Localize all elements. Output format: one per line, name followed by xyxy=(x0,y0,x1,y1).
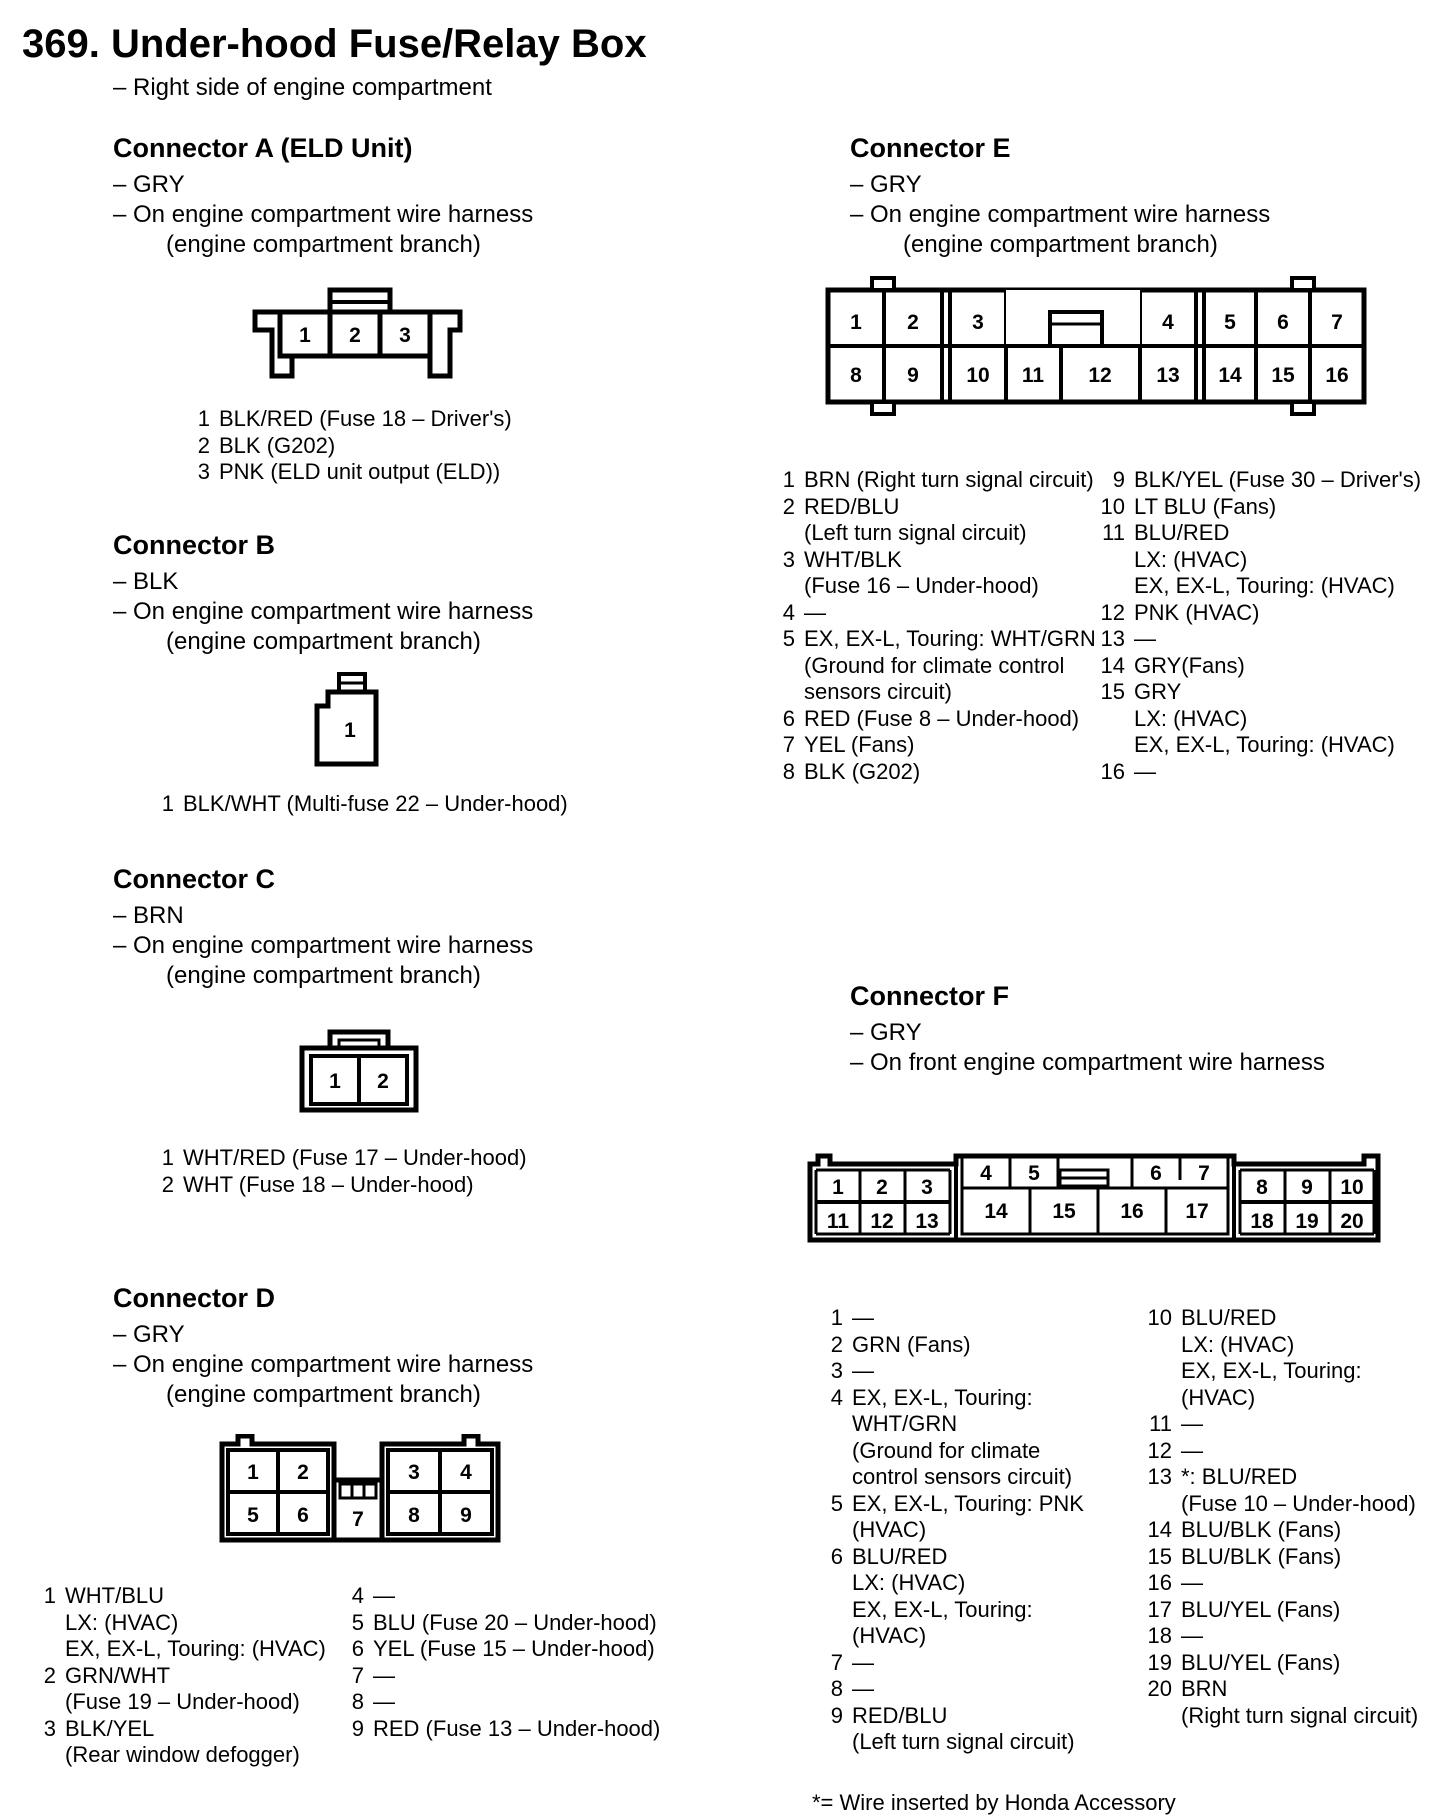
pin-desc: WHT (Fuse 18 – Under-hood) xyxy=(183,1171,474,1197)
pin-row xyxy=(1138,1544,1418,1571)
connector-f-pin-label: 4 xyxy=(980,1162,992,1185)
connector-f-pin-label: 20 xyxy=(1340,1210,1364,1233)
pin-desc: BRN xyxy=(1181,1676,1228,1701)
pin-desc: BLK/YEL (Fuse 30 – Driver's) xyxy=(1134,467,1422,492)
pin-number: 2 xyxy=(161,1171,174,1197)
pin-number: 3 xyxy=(830,1358,843,1383)
pin-desc: — xyxy=(1181,1437,1203,1463)
pin-number: 6 xyxy=(782,705,795,731)
connector-e-pin-label: 15 xyxy=(1271,364,1295,387)
pin-desc: BLK/RED (Fuse 18 – Driver's) xyxy=(219,406,512,431)
pin-row xyxy=(338,1716,660,1743)
connector-c-pin-label: 2 xyxy=(377,1070,389,1093)
pin-number: 1 xyxy=(43,1583,56,1608)
pin-desc: BLU/BLK (Fans) xyxy=(1181,1517,1342,1542)
pin-desc: YEL (Fuse 15 – Under-hood) xyxy=(373,1636,655,1661)
connector-a-meta xyxy=(113,170,533,260)
pin-row xyxy=(769,706,1096,733)
pin-row xyxy=(1138,1676,1418,1729)
connector-c-diagram xyxy=(297,1026,421,1116)
pin-desc: BLU (Fuse 20 – Under-hood) xyxy=(373,1609,657,1635)
pin-desc: RED/BLU xyxy=(852,1702,948,1728)
pin-desc: BLK (G202) xyxy=(804,758,921,784)
connector-f-pin-label: 16 xyxy=(1120,1200,1144,1223)
connector-e-pin-label: 8 xyxy=(850,364,862,387)
connector-a-location: – On engine compartment wire harness xyxy=(113,201,534,228)
pin-desc: — xyxy=(852,1358,874,1383)
pin-row xyxy=(1091,679,1421,759)
connector-f-pin-label: 8 xyxy=(1256,1176,1268,1199)
pin-row xyxy=(184,459,512,486)
connector-f-pin-label: 9 xyxy=(1301,1176,1313,1199)
pin-row xyxy=(338,1689,660,1716)
connector-c-pin-list xyxy=(148,1145,527,1198)
connector-e-latch xyxy=(872,402,894,414)
pin-desc: EX, EX-L, Touring: xyxy=(852,1384,1033,1410)
pin-number: 7 xyxy=(830,1649,843,1675)
page-subtitle: – Right side of engine compartment xyxy=(113,74,492,101)
pin-number: 14 xyxy=(1100,652,1125,678)
connector-e-pin-label: 5 xyxy=(1224,311,1236,334)
connector-e-latch xyxy=(872,278,894,290)
connector-e-pin-label: 9 xyxy=(907,364,919,387)
pin-row xyxy=(817,1305,1084,1332)
connector-f-pin-label: 10 xyxy=(1340,1176,1364,1199)
connector-d-pin-label: 8 xyxy=(408,1504,420,1527)
pin-desc: GRN (Fans) xyxy=(852,1331,971,1357)
pin-desc: GRN/WHT xyxy=(65,1662,171,1688)
connector-e-pin-label: 7 xyxy=(1331,311,1343,334)
pin-desc: EX, EX-L, Touring: (HVAC) xyxy=(1134,573,1395,598)
pin-number: 13 xyxy=(1147,1464,1172,1489)
pin-row xyxy=(338,1583,660,1610)
connector-f-pin-label: 19 xyxy=(1295,1210,1319,1233)
pin-desc: EX, EX-L, Touring: (HVAC) xyxy=(1134,732,1395,757)
connector-b-branch: (engine compartment branch) xyxy=(166,628,481,655)
pin-row xyxy=(817,1703,1084,1756)
connector-b-pin-label: 1 xyxy=(344,719,356,742)
pin-desc: BRN (Right turn signal circuit) xyxy=(804,467,1094,492)
pin-row xyxy=(1138,1597,1418,1624)
connector-f-pin-label: 2 xyxy=(876,1176,888,1199)
pin-desc: WHT/BLU xyxy=(65,1583,164,1608)
connector-e-latch xyxy=(1292,278,1314,290)
connector-d-pin-list-right xyxy=(338,1583,660,1742)
connector-b-heading: Connector B xyxy=(113,530,275,560)
pin-desc: BLK (G202) xyxy=(219,432,336,458)
pin-number: 5 xyxy=(351,1609,364,1635)
connector-b-diagram xyxy=(312,668,388,768)
connector-d-pin-label: 2 xyxy=(297,1461,309,1484)
pin-number: 16 xyxy=(1147,1570,1172,1595)
connector-f-diagram xyxy=(804,1148,1384,1244)
pin-row xyxy=(1091,626,1421,653)
connector-f-pin-label: 13 xyxy=(915,1210,939,1233)
pin-row xyxy=(1091,467,1421,494)
pin-number: 9 xyxy=(351,1715,364,1741)
pin-row xyxy=(1138,1650,1418,1677)
connector-c-branch: (engine compartment branch) xyxy=(166,962,481,989)
pin-desc: WHT/BLK xyxy=(804,546,902,572)
connector-c-color: – BRN xyxy=(113,902,184,929)
pin-desc: RED (Fuse 8 – Under-hood) xyxy=(804,705,1080,731)
pin-row xyxy=(148,1145,527,1172)
pin-row xyxy=(30,1583,326,1663)
connector-d-center-latch xyxy=(340,1484,376,1498)
pin-row xyxy=(769,547,1096,600)
pin-desc: YEL (Fans) xyxy=(804,732,915,757)
connector-f-location: – On front engine compartment wire harness xyxy=(850,1049,1325,1076)
pin-desc: (HVAC) xyxy=(852,1623,927,1648)
pin-desc: GRY xyxy=(1134,679,1182,704)
pin-row xyxy=(1091,600,1421,627)
pin-desc: — xyxy=(1134,758,1156,784)
connector-f-meta xyxy=(850,1018,1325,1078)
pin-desc: (Left turn signal circuit) xyxy=(852,1729,1075,1754)
connector-b-pin-list xyxy=(148,791,568,818)
pin-desc: *: BLU/RED xyxy=(1181,1464,1298,1489)
connector-a-pin-label: 3 xyxy=(399,324,411,347)
pin-row xyxy=(817,1358,1084,1385)
pin-desc: (Fuse 10 – Under-hood) xyxy=(1181,1490,1416,1516)
connector-f-pin-label: 14 xyxy=(984,1200,1008,1223)
pin-row xyxy=(1138,1570,1418,1597)
pin-desc: GRY(Fans) xyxy=(1134,652,1245,678)
connector-a-color: – GRY xyxy=(113,171,185,198)
pin-desc: — xyxy=(1181,1570,1203,1595)
connector-f-pin-label: 7 xyxy=(1198,1162,1210,1185)
connector-d-pin-label: 7 xyxy=(352,1508,364,1531)
connector-c-location: – On engine compartment wire harness xyxy=(113,932,534,959)
pin-desc: (Fuse 16 – Under-hood) xyxy=(804,573,1039,598)
connector-e-pin-label: 11 xyxy=(1021,364,1045,387)
pin-number: 6 xyxy=(830,1543,843,1569)
pin-desc: LT BLU (Fans) xyxy=(1134,493,1277,519)
pin-desc: (Left turn signal circuit) xyxy=(804,520,1027,545)
connector-d-pin-label: 1 xyxy=(247,1461,259,1484)
pin-number: 18 xyxy=(1147,1623,1172,1648)
connector-d-meta xyxy=(113,1320,533,1410)
pin-row xyxy=(769,759,1096,786)
connector-a-branch: (engine compartment branch) xyxy=(166,231,481,258)
pin-desc: (Right turn signal circuit) xyxy=(1181,1702,1419,1728)
pin-number: 4 xyxy=(782,599,795,625)
connector-f-pin-label: 12 xyxy=(870,1210,894,1233)
pin-desc: — xyxy=(852,1305,874,1330)
pin-desc: — xyxy=(1181,1411,1203,1436)
connector-d-pin-label: 5 xyxy=(247,1504,259,1527)
connector-d-pin-label: 9 xyxy=(460,1504,472,1527)
pin-number: 11 xyxy=(1102,520,1125,545)
pin-number: 15 xyxy=(1147,1543,1172,1569)
pin-desc: (Ground for climate control xyxy=(804,652,1065,678)
pin-number: 2 xyxy=(197,432,210,458)
pin-row xyxy=(30,1716,326,1769)
connector-a-diagram xyxy=(250,284,466,380)
pin-desc: sensors circuit) xyxy=(804,679,952,704)
pin-desc: BLK/WHT (Multi-fuse 22 – Under-hood) xyxy=(183,791,568,816)
pin-number: 4 xyxy=(351,1583,364,1608)
pin-number: 3 xyxy=(197,459,210,484)
connector-d-pin-label: 6 xyxy=(297,1504,309,1527)
pin-row xyxy=(1138,1517,1418,1544)
pin-number: 1 xyxy=(782,467,795,492)
connector-d-heading: Connector D xyxy=(113,1283,275,1313)
connector-b-location: – On engine compartment wire harness xyxy=(113,598,534,625)
pin-number: 11 xyxy=(1149,1411,1172,1436)
connector-f-footnote: *= Wire inserted by Honda Accessory xyxy=(812,1790,1176,1815)
connector-f-pin-label: 5 xyxy=(1028,1162,1040,1185)
pin-desc: — xyxy=(373,1583,395,1608)
pin-row xyxy=(769,732,1096,759)
pin-desc: (HVAC) xyxy=(1181,1384,1256,1410)
pin-desc: (Fuse 19 – Under-hood) xyxy=(65,1689,300,1714)
connector-d-pin-list-left xyxy=(30,1583,326,1769)
pin-desc: — xyxy=(804,599,826,625)
pin-row xyxy=(817,1385,1084,1491)
pin-row xyxy=(184,406,512,433)
pin-number: 1 xyxy=(161,1145,174,1170)
connector-e-pin-label: 16 xyxy=(1325,364,1349,387)
pin-number: 7 xyxy=(782,732,795,757)
pin-row xyxy=(1138,1623,1418,1650)
pin-number: 13 xyxy=(1100,626,1125,651)
pin-number: 9 xyxy=(1112,467,1125,492)
pin-number: 14 xyxy=(1147,1517,1172,1542)
pin-row xyxy=(1091,653,1421,680)
connector-d-diagram xyxy=(216,1434,504,1544)
connector-f-pin-list-left xyxy=(817,1305,1084,1756)
connector-e-color: – GRY xyxy=(850,171,922,198)
pin-desc: LX: (HVAC) xyxy=(852,1570,966,1595)
connector-e-pin-label: 10 xyxy=(966,364,990,387)
pin-desc: WHT/GRN xyxy=(852,1411,958,1436)
pin-row xyxy=(1091,520,1421,600)
pin-desc: (HVAC) xyxy=(852,1517,927,1542)
connector-e-branch: (engine compartment branch) xyxy=(903,231,1218,258)
pin-number: 4 xyxy=(830,1384,843,1410)
connector-c-pin-label: 1 xyxy=(329,1070,341,1093)
connector-c-meta xyxy=(113,901,533,991)
pin-number: 16 xyxy=(1100,758,1125,784)
pin-number: 15 xyxy=(1100,679,1125,704)
pin-number: 3 xyxy=(43,1715,56,1741)
pin-row xyxy=(184,433,512,460)
connector-d-color: – GRY xyxy=(113,1321,185,1348)
connector-f-color: – GRY xyxy=(850,1019,922,1046)
pin-desc: — xyxy=(373,1689,395,1714)
pin-number: 5 xyxy=(782,626,795,651)
connector-b-meta xyxy=(113,567,533,657)
pin-desc: BLU/BLK (Fans) xyxy=(1181,1543,1342,1569)
pin-row xyxy=(338,1610,660,1637)
pin-number: 12 xyxy=(1147,1437,1172,1463)
pin-desc: PNK (ELD unit output (ELD)) xyxy=(219,459,501,484)
pin-row xyxy=(769,600,1096,627)
connector-a-pin-list xyxy=(184,406,512,486)
pin-row xyxy=(1138,1411,1418,1438)
pin-desc: (Ground for climate xyxy=(852,1437,1041,1463)
connector-e-pin-label: 4 xyxy=(1162,311,1174,334)
pin-desc: BLU/YEL (Fans) xyxy=(1181,1649,1341,1675)
connector-c-heading: Connector C xyxy=(113,864,275,894)
pin-row xyxy=(148,791,568,818)
connector-e-meta xyxy=(850,170,1270,260)
pin-number: 10 xyxy=(1147,1305,1172,1330)
connector-f-pin-label: 1 xyxy=(832,1176,844,1199)
pin-desc: EX, EX-L, Touring: xyxy=(852,1596,1033,1622)
pin-row xyxy=(1138,1438,1418,1465)
pin-desc: BLU/YEL (Fans) xyxy=(1181,1596,1341,1622)
pin-desc: — xyxy=(1181,1623,1203,1648)
pin-row xyxy=(817,1544,1084,1650)
pin-desc: BLU/RED xyxy=(852,1543,948,1569)
connector-f-pin-label: 6 xyxy=(1150,1162,1162,1185)
pin-desc: — xyxy=(852,1649,874,1675)
pin-row xyxy=(1091,759,1421,786)
connector-e-center-latch xyxy=(1050,312,1102,346)
page-title: 369. Under-hood Fuse/Relay Box xyxy=(22,22,647,66)
connector-e-pin-label: 13 xyxy=(1156,364,1180,387)
pin-number: 8 xyxy=(782,758,795,784)
pin-desc: — xyxy=(373,1662,395,1688)
connector-f-pin-label: 17 xyxy=(1185,1200,1209,1223)
connector-a-pin-label: 1 xyxy=(299,324,311,347)
connector-e-heading: Connector E xyxy=(850,133,1011,163)
connector-d-pin-label: 3 xyxy=(408,1461,420,1484)
connector-d-location: – On engine compartment wire harness xyxy=(113,1351,534,1378)
pin-row xyxy=(30,1663,326,1716)
pin-desc: EX, EX-L, Touring: PNK xyxy=(852,1490,1084,1516)
pin-number: 10 xyxy=(1100,493,1125,519)
pin-number: 6 xyxy=(351,1636,364,1661)
pin-row xyxy=(817,1676,1084,1703)
connector-b-color: – BLK xyxy=(113,568,179,595)
pin-number: 1 xyxy=(161,791,174,816)
pin-desc: RED (Fuse 13 – Under-hood) xyxy=(373,1715,661,1741)
pin-number: 2 xyxy=(830,1331,843,1357)
pin-desc: LX: (HVAC) xyxy=(1134,546,1248,572)
pin-desc: BLU/RED xyxy=(1181,1305,1277,1330)
connector-e-pin-label: 6 xyxy=(1277,311,1289,334)
pin-desc: WHT/RED (Fuse 17 – Under-hood) xyxy=(183,1145,527,1170)
connector-e-pin-label: 14 xyxy=(1218,364,1242,387)
pin-number: 8 xyxy=(351,1689,364,1714)
pin-number: 8 xyxy=(830,1676,843,1701)
pin-row xyxy=(338,1636,660,1663)
pin-desc: EX, EX-L, Touring: WHT/GRN xyxy=(804,626,1096,651)
connector-e-diagram xyxy=(820,272,1372,422)
pin-desc: LX: (HVAC) xyxy=(1181,1331,1295,1357)
pin-number: 19 xyxy=(1147,1649,1172,1675)
pin-row xyxy=(769,467,1096,494)
connector-e-pin-label: 2 xyxy=(907,311,919,334)
connector-a-heading: Connector A (ELD Unit) xyxy=(113,133,413,163)
pin-number: 3 xyxy=(782,546,795,572)
connector-f-heading: Connector F xyxy=(850,981,1009,1011)
pin-desc: EX, EX-L, Touring: (HVAC) xyxy=(65,1636,326,1661)
pin-desc: EX, EX-L, Touring: xyxy=(1181,1358,1362,1383)
connector-f-pin-label: 18 xyxy=(1250,1210,1274,1233)
pin-desc: BLK/YEL xyxy=(65,1715,155,1741)
connector-e-pin-label: 3 xyxy=(972,311,984,334)
connector-e-pin-label: 12 xyxy=(1088,364,1112,387)
pin-desc: LX: (HVAC) xyxy=(65,1609,179,1635)
pin-number: 2 xyxy=(43,1662,56,1688)
pin-number: 5 xyxy=(830,1490,843,1516)
connector-e-pin-list-right xyxy=(1091,467,1421,785)
connector-d-pin-label: 4 xyxy=(460,1461,472,1484)
pin-number: 7 xyxy=(351,1662,364,1688)
pin-desc: — xyxy=(852,1676,874,1701)
connector-e-location: – On engine compartment wire harness xyxy=(850,201,1271,228)
pin-row xyxy=(769,494,1096,547)
pin-row xyxy=(1138,1464,1418,1517)
pin-desc: LX: (HVAC) xyxy=(1134,705,1248,731)
pin-row xyxy=(148,1172,527,1199)
pin-number: 12 xyxy=(1100,599,1125,625)
pin-number: 20 xyxy=(1147,1676,1172,1701)
connector-e-latch xyxy=(1292,402,1314,414)
connector-f-pin-list-right xyxy=(1138,1305,1418,1729)
connector-e-pin-label: 1 xyxy=(850,311,862,334)
connector-e-pin-list-left xyxy=(769,467,1096,785)
pin-number: 17 xyxy=(1147,1596,1172,1622)
pin-desc: (Rear window defogger) xyxy=(65,1742,300,1767)
pin-desc: RED/BLU xyxy=(804,493,900,519)
pin-desc: — xyxy=(1134,626,1156,651)
pin-row xyxy=(338,1663,660,1690)
pin-row xyxy=(1138,1305,1418,1411)
pin-row xyxy=(1091,494,1421,521)
pin-row xyxy=(817,1650,1084,1677)
connector-f-pin-label: 11 xyxy=(826,1210,850,1233)
pin-row xyxy=(817,1491,1084,1544)
connector-a-pin-label: 2 xyxy=(349,324,361,347)
pin-number: 2 xyxy=(782,493,795,519)
connector-d-branch: (engine compartment branch) xyxy=(166,1381,481,1408)
pin-desc: BLU/RED xyxy=(1134,520,1230,545)
connector-f-pin-label: 15 xyxy=(1052,1200,1076,1223)
pin-row xyxy=(817,1332,1084,1359)
connector-f-pin-label: 3 xyxy=(921,1176,933,1199)
pin-number: 1 xyxy=(197,406,210,431)
pin-number: 1 xyxy=(830,1305,843,1330)
pin-desc: PNK (HVAC) xyxy=(1134,599,1260,625)
pin-desc: control sensors circuit) xyxy=(852,1464,1073,1489)
pin-number: 9 xyxy=(830,1702,843,1728)
pin-row xyxy=(769,626,1096,706)
